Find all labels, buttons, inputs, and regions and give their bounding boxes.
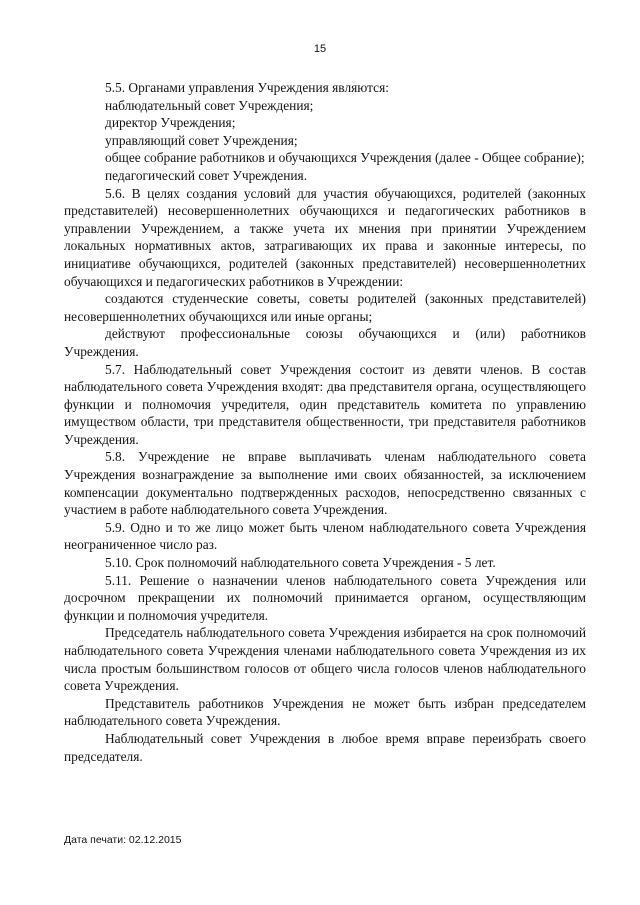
page-number: 15 xyxy=(313,43,327,55)
paragraph-5-8: 5.8. Учреждение не вправе выплачивать членам наблюдательного совета Учреждения вознаграждение за выполнение ими своих обязанностей, за исключением компенсации документально подтвержденных расходов, непосредственно связанных с участием в работе наблюдательного совета Учреждения. xyxy=(64,449,586,518)
paragraph-chairman-reelection: Наблюдательный совет Учреждения в любое время вправе переизбрать своего председателя. xyxy=(64,730,586,764)
document-body xyxy=(64,79,586,765)
list-item-director: директор Учреждения; xyxy=(105,115,236,131)
paragraph-5-5: 5.5. Органами управления Учреждения являются: xyxy=(105,80,389,95)
paragraph-5-9: 5.9. Одно и то же лицо может быть членом наблюдательного совета Учреждения неограниченное число раз. xyxy=(64,519,586,553)
list-item-general-meeting: общее собрание работников и обучающихся Учреждения (далее - Общее собрание); xyxy=(105,150,585,166)
paragraph-employee-representative: Представитель работников Учреждения не может быть избран председателем наблюдательного совета Учреждения. xyxy=(64,695,586,729)
list-item-trade-unions: действуют профессиональные союзы обучающихся и (или) работников Учреждения. xyxy=(64,326,586,359)
print-date-footer: Дата печати: 02.12.2015 xyxy=(64,834,182,846)
paragraph-5-11: 5.11. Решение о назначении членов наблюдательного совета Учреждения или досрочном прекращении их полномочий принимается органом, осуществляющим функции и полномочия учредителя. xyxy=(64,572,586,623)
paragraph-chairman-election: Председатель наблюдательного совета Учреждения избирается на срок полномочий наблюдательного совета Учреждения членами наблюдательного совета Учреждения из их числа простым большинством голосов от общего числа голосов членов наблюдательного совета Учреждения. xyxy=(64,625,586,694)
paragraph-5-6: 5.6. В целях создания условий для участия обучающихся, родителей (законных представителей) несовершеннолетних обучающихся и педагогических работников в управлении Учреждением, а также учета их мнения при принятии Учреждением локальных нормативных актов, затрагивающих их права и законные интересы, по инициативе обучающихся, родителей (законных представителей) несовершеннолетних обучающихся и педагогических работников в Учреждении: xyxy=(64,185,586,289)
list-item-student-councils: создаются студенческие советы, советы родителей (законных представителей) несовершеннолетних обучающихся или иные органы; xyxy=(64,291,586,324)
paragraph-5-10: 5.10. Срок полномочий наблюдательного совета Учреждения - 5 лет. xyxy=(105,555,496,571)
paragraph-5-7: 5.7. Наблюдательный совет Учреждения состоит из девяти членов. В состав наблюдательного совета Учреждения входят: два представителя органа, осуществляющего функции и полномочия учредителя, один представитель комитета по управлению имуществом области, три представителя общественности, три представителя работников Учреждения. xyxy=(64,361,586,447)
list-item-supervisory-board: наблюдательный совет Учреждения; xyxy=(105,97,314,113)
list-item-pedagogical-council: педагогический совет Учреждения. xyxy=(105,167,308,183)
list-item-managing-board: управляющий совет Учреждения; xyxy=(105,132,298,148)
